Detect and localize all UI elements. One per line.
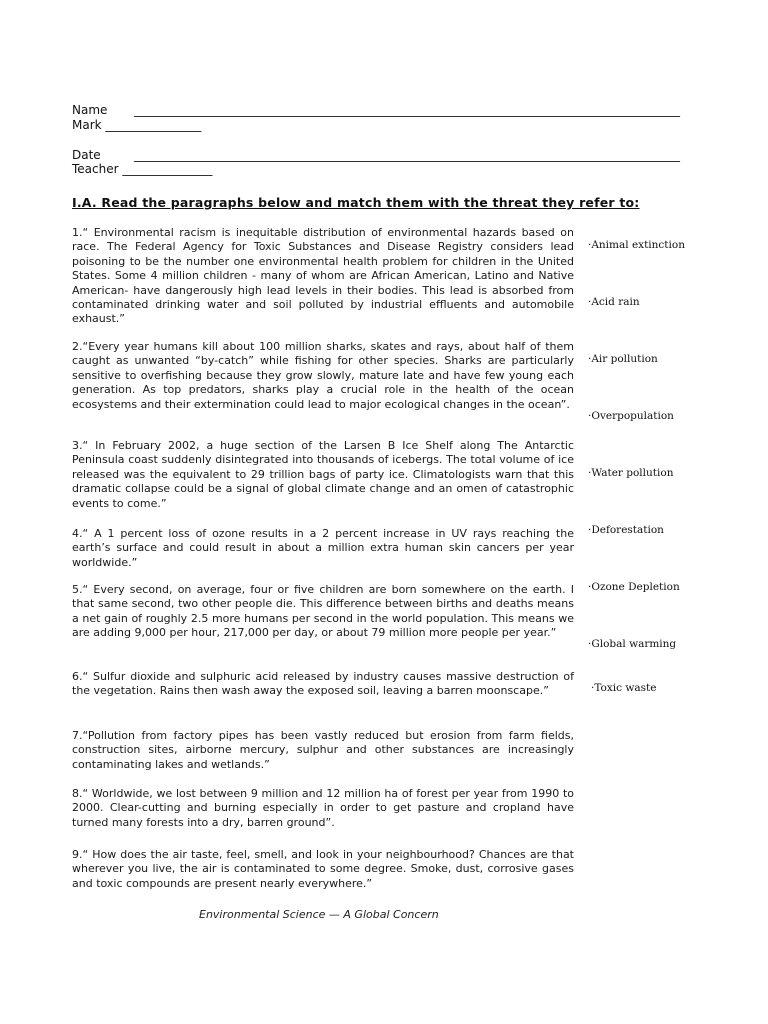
- mark-line[interactable]: ________________: [105, 118, 202, 132]
- threat-overpopulation: ·Overpopulation: [588, 410, 674, 422]
- name-line[interactable]: ___________________________________________________________________________________________: [134, 103, 680, 117]
- paragraph-8: 8.“ Worldwide, we lost between 9 million and 12 million ha of forest per year from 1990 to 2000. Clear-cutting and burning especially in order to get pasture and cropland have turned many forests into a dry, barren ground”.: [72, 787, 574, 829]
- name-label: Name: [72, 103, 108, 117]
- teacher-label: Teacher: [72, 162, 119, 176]
- paragraph-1: 1.“ Environmental racism is inequitable distribution of environmental hazards based on race. The Federal Agency for Toxic Substances and Disease Registry considers lead poisoning to be the number one environmental health problem for children in the United States. Some 4 million children - many of whom are African American, Latino and Native American- have dangerously high lead levels in their bodies. This lead is absorbed from contaminated drinking water and soil polluted by industrial effluents and automobile exhaust.”: [72, 226, 574, 326]
- paragraph-3: 3.“ In February 2002, a huge section of the Larsen B Ice Shelf along The Antarctic Peninsula coast suddenly disintegrated into thousands of icebergs. The total volume of ice released was the equivalent to 29 trillion bags of party ice. Climatologists warn that this dramatic collapse could be a signal of global climate change and an omen of catastrophic events to come.”: [72, 439, 574, 510]
- threat-acid-rain: ·Acid rain: [588, 296, 640, 308]
- paragraph-7: 7.“Pollution from factory pipes has been vastly reduced but erosion from farm fields, construction sites, airborne mercury, sulphur and other substances are increasingly contaminating lakes and wetlands.”: [72, 729, 574, 771]
- threat-deforestation: ·Deforestation: [588, 524, 664, 536]
- footer-caption: Environmental Science — A Global Concern: [199, 908, 439, 921]
- threat-animal-extinction: ·Animal extinction: [588, 239, 685, 251]
- threat-air-pollution: ·Air pollution: [588, 353, 658, 365]
- paragraph-9: 9.“ How does the air taste, feel, smell, and look in your neighbourhood? Chances are that wherever you live, the air is contaminated to some degree. Smoke, dust, corrosive gases and toxic compounds are present nearly everywhere.”: [72, 848, 574, 890]
- name-row: [72, 103, 680, 118]
- teacher-row: [72, 162, 212, 177]
- paragraph-5: 5.“ Every second, on average, four or five children are born somewhere on the earth. I that same second, two other people die. This difference between births and deaths means a net gain of roughly 2.5 more humans per second in the world population. This means we are adding 9,000 per hour, 217,000 per day, or about 79 million more people per year.”: [72, 583, 574, 640]
- paragraph-6: 6.“ Sulfur dioxide and sulphuric acid released by industry causes massive destruction of the vegetation. Rains then wash away the exposed soil, leaving a barren moonscape.”: [72, 670, 574, 698]
- date-line[interactable]: ___________________________________________________________________________________________: [134, 148, 680, 162]
- threat-ozone-depletion: ·Ozone Depletion: [588, 581, 680, 593]
- date-row: [72, 148, 680, 163]
- threat-toxic-waste: ·Toxic waste: [591, 682, 657, 694]
- paragraph-2: 2.“Every year humans kill about 100 million sharks, skates and rays, about half of them caught as unwanted “by-catch” while fishing for other species. Sharks are particularly sensitive to overfishing because they grow slowly, mature late and have few young each generation. As top predators, sharks play a crucial role in the health of the ocean ecosystems and their extermination could lead to major ecological changes in the ocean”.: [72, 340, 574, 411]
- mark-row: [72, 118, 201, 133]
- paragraph-4: 4.“ A 1 percent loss of ozone results in a 2 percent increase in UV rays reaching the earth’s surface and could result in about a million extra human skin cancers per year worldwide.”: [72, 527, 574, 569]
- threat-global-warming: ·Global warming: [588, 638, 677, 650]
- date-label: Date: [72, 148, 101, 162]
- exercise-title: I.A. Read the paragraphs below and match them with the threat they refer to:: [72, 195, 640, 210]
- mark-label: Mark: [72, 118, 102, 132]
- threat-water-pollution: ·Water pollution: [588, 467, 674, 479]
- teacher-line[interactable]: _______________: [122, 162, 213, 176]
